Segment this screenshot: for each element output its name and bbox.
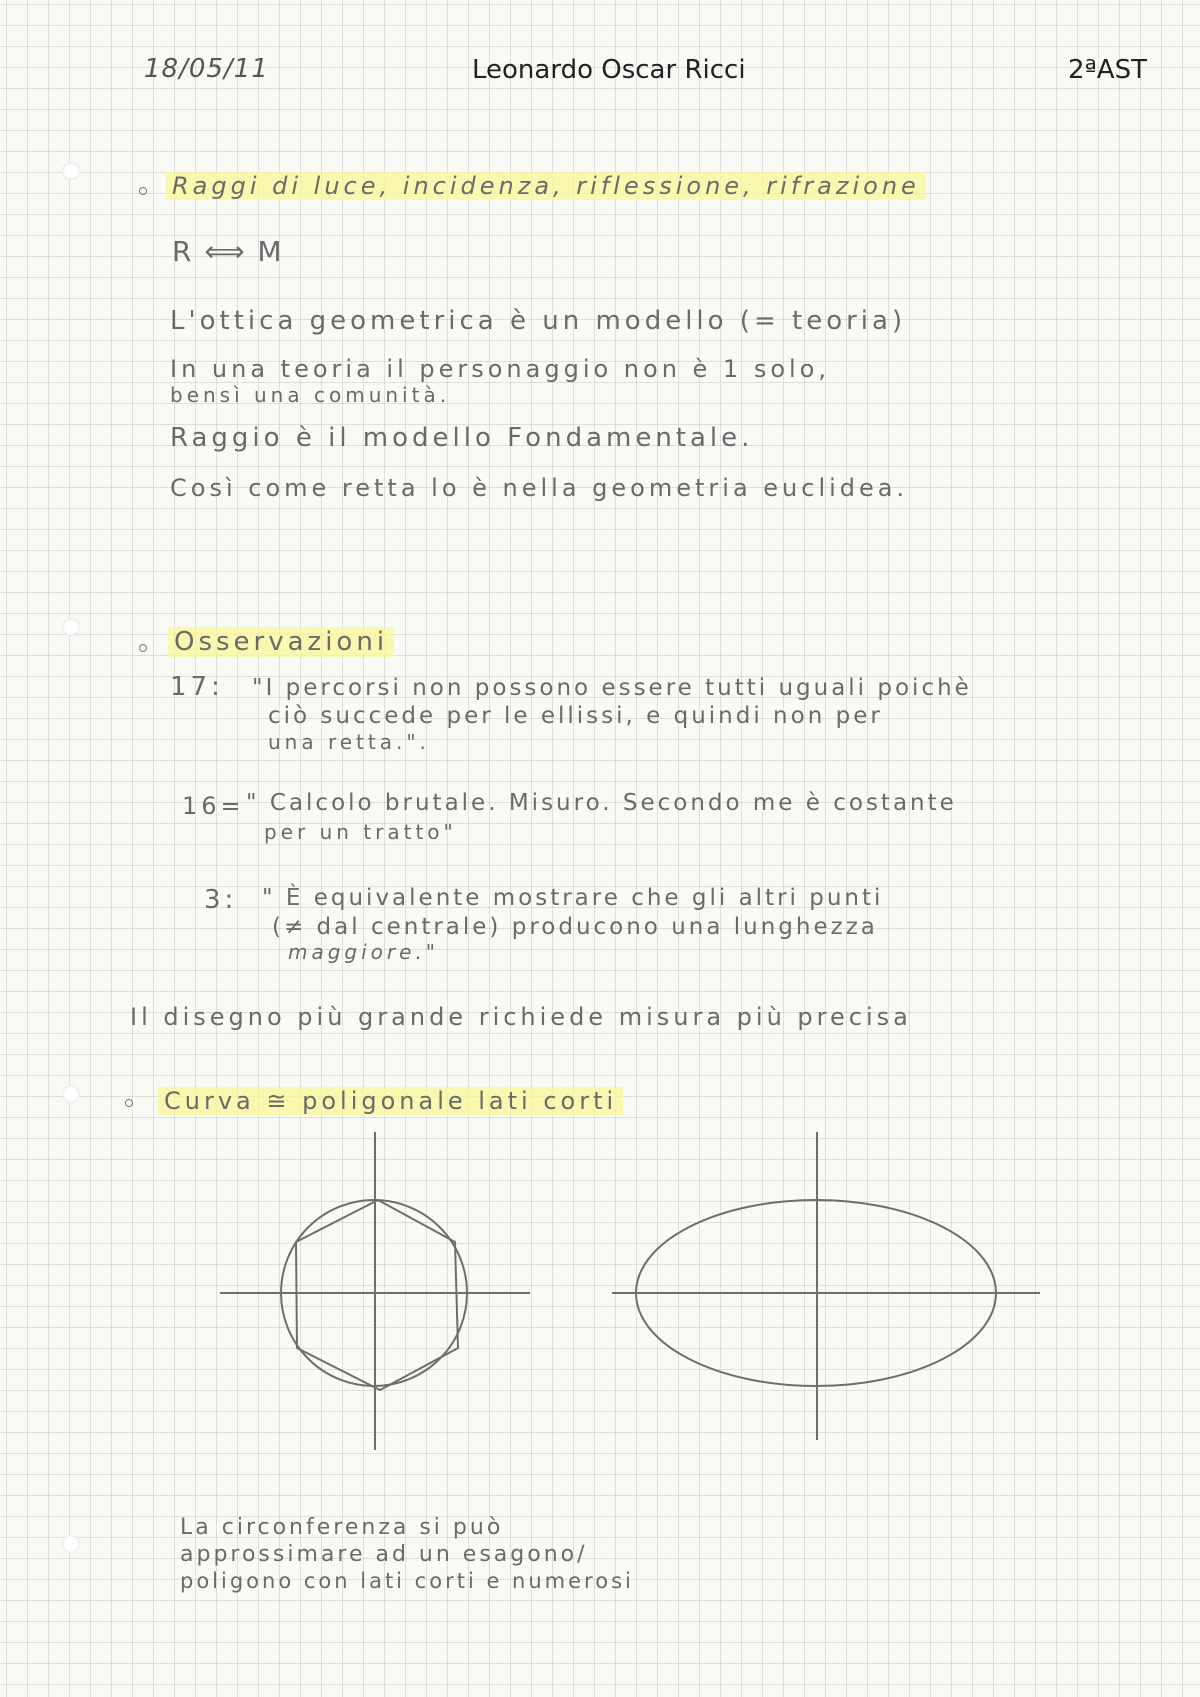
obs-text: una retta.". [268,730,430,754]
obs-text: " È equivalente mostrare che gli altri punti [262,885,884,911]
punch-hole [62,1535,80,1553]
relation-r-m: R ⟺ M [172,235,284,268]
text-line: L'ottica geometrica è un modello (= teoria) [170,306,907,336]
circle-hexagon-drawing [200,1130,540,1460]
obs-text: "I percorsi non possono essere tutti uguali poichè [252,675,972,701]
obs-number-17: 17: [170,672,224,702]
punch-hole [62,618,80,636]
section-title-osservazioni: Osservazioni [168,627,394,657]
bullet [139,187,147,195]
obs-number-16: 16= [182,792,245,820]
note-line: Il disegno più grande richiede misura più precisa [130,1003,912,1031]
text-line: bensì una comunità. [170,383,451,407]
header-name: Leonardo Oscar Ricci [472,55,746,85]
obs-text: (≠ dal centrale) producono una lunghezza [272,914,878,940]
bullet [139,644,147,652]
bullet [125,1099,133,1107]
obs-text: " Calcolo brutale. Misuro. Secondo me è costante [246,790,957,816]
obs-number-3: 3: [204,885,238,915]
header-date: 18/05/11 [144,54,269,84]
punch-hole [62,1085,80,1103]
section-title-curva: Curva ≅ poligonale lati corti [158,1087,623,1115]
caption-line: approssimare ad un esagono/ [180,1542,588,1567]
ellipse-drawing [600,1130,1060,1460]
obs-text: ciò succede per le ellissi, e quindi non per [268,703,883,729]
text-line: Raggio è il modello Fondamentale. [170,423,754,453]
section-title-raggi: Raggi di luce, incidenza, riflessione, rifrazione [166,172,926,200]
punch-hole [62,162,80,180]
text-line: In una teoria il personaggio non è 1 solo, [170,355,830,383]
obs-text: maggiore." [288,940,440,964]
caption-line: poligono con lati corti e numerosi [180,1569,634,1593]
caption-line: La circonferenza si può [180,1515,504,1540]
text-line: Così come retta lo è nella geometria euclidea. [170,474,909,502]
header-class: 2ªAST [1068,55,1147,85]
obs-text: per un tratto" [264,820,457,844]
